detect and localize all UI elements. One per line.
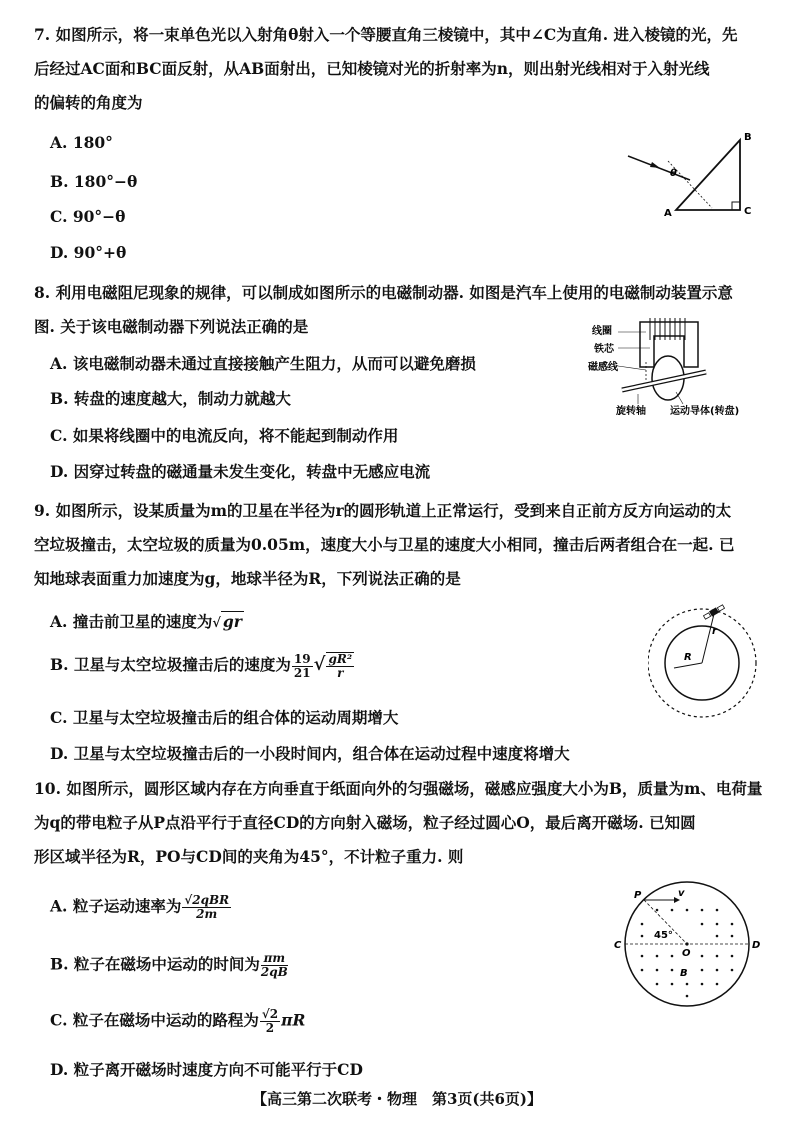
prism-triangle bbox=[676, 140, 740, 210]
frac-den: 2m bbox=[196, 907, 218, 921]
frac-num: √2 bbox=[261, 1007, 279, 1021]
q9-stem-line: 9. 如图所示，设某质量为m的卫星在半径为r的圆形轨道上正常运行，受到来自正前方反方向运动的太 bbox=[34, 501, 732, 520]
frac-den: 2qB bbox=[260, 965, 288, 979]
label-r: r bbox=[712, 626, 717, 637]
satellite-icon bbox=[703, 604, 725, 620]
label-iron-core: 铁芯 bbox=[594, 344, 614, 355]
q7-option-b: B. 180°−θ bbox=[50, 172, 138, 191]
q10-stem-line: 为q的带电粒子从P点沿平行于直径CD的方向射入磁场，粒子经过圆心O，最后离开磁场. 已知圆 bbox=[34, 813, 696, 832]
label-theta: θ bbox=[670, 168, 677, 179]
label-disk: 运动导体(转盘) bbox=[670, 406, 740, 417]
q10-option-c-fraction bbox=[260, 1008, 280, 1035]
label-a: A bbox=[664, 208, 672, 219]
q8-option-a: A. 该电磁制动器未通过直接接触产生阻力，从而可以避免磨损 bbox=[50, 354, 476, 373]
label-P: P bbox=[634, 890, 642, 901]
label-field-lines: 磁感线 bbox=[588, 362, 618, 373]
q7-stem-line: 后经过AC面和BC面反射，从AB面射出，已知棱镜对光的折射率为n，则出射光线相对于入射光线 bbox=[34, 59, 710, 78]
right-angle-mark bbox=[732, 202, 740, 210]
q8-option-c: C. 如果将线圈中的电流反向，将不能起到制动作用 bbox=[50, 426, 399, 445]
radius-r bbox=[702, 614, 714, 663]
q10-option-d: D. 粒子离开磁场时速度方向不可能平行于CD bbox=[50, 1060, 363, 1079]
q7-option-a: A. 180° bbox=[50, 133, 113, 152]
label-45deg: 45° bbox=[654, 930, 673, 941]
label-B: B bbox=[680, 968, 688, 979]
frac-num: 19 bbox=[293, 651, 311, 666]
q10-option-c-suffix: πR bbox=[281, 1010, 306, 1030]
q10-stem-line: 形区域半径为R，PO与CD间的夹角为45°，不计粒子重力. 则 bbox=[34, 847, 464, 866]
label-O: O bbox=[682, 948, 691, 959]
q9-stem-line: 知地球表面重力加速度为g，地球半径为R，下列说法正确的是 bbox=[34, 569, 461, 588]
frac-den: 2 bbox=[265, 1021, 275, 1035]
label-coil: 线圈 bbox=[592, 326, 612, 337]
q9-stem bbox=[34, 494, 774, 596]
q10-option-b bbox=[50, 952, 289, 979]
q7-prism-figure bbox=[620, 128, 760, 220]
q8-brake-figure bbox=[588, 312, 768, 420]
q9-option-b: B. 卫星与太空垃圾撞击后的速度为 $\frac{19}{21}$ √ $\frac{\text{gR²}}{r}$ bbox=[50, 651, 353, 680]
q9-option-c: C. 卫星与太空垃圾撞击后的组合体的运动周期增大 bbox=[50, 708, 399, 727]
label-v: v bbox=[678, 888, 685, 899]
q7-stem bbox=[34, 18, 774, 120]
q9-option-a-sqrt: gr bbox=[222, 612, 242, 631]
ray-arrow bbox=[650, 162, 660, 168]
sqrt-den: r bbox=[337, 666, 344, 680]
page-footer: 【高三第二次联考・物理 第3页(共6页)】 bbox=[251, 1090, 543, 1108]
center-O bbox=[685, 942, 688, 945]
q9-option-b-fraction bbox=[292, 653, 313, 680]
q10-option-b-fraction bbox=[261, 952, 288, 979]
q10-stem bbox=[34, 772, 774, 874]
q9-option-b-text: B. 卫星与太空垃圾撞击后的速度为 bbox=[50, 655, 291, 674]
q7-stem-line: 的偏转的角度为 bbox=[34, 93, 143, 112]
q10-option-a-fraction bbox=[182, 894, 231, 921]
q8-stem-line: 图. 关于该电磁制动器下列说法正确的是 bbox=[34, 317, 309, 336]
label-D: D bbox=[752, 940, 761, 951]
q8-option-b: B. 转盘的速度越大，制动力就越大 bbox=[50, 389, 291, 408]
q7-option-d: D. 90°+θ bbox=[50, 243, 127, 262]
q9-option-d: D. 卫星与太空垃圾撞击后的一小段时间内，组合体在运动过程中速度将增大 bbox=[50, 744, 570, 763]
radius-R bbox=[674, 663, 702, 668]
q10-field-figure bbox=[612, 880, 762, 1008]
label-shaft: 旋转轴 bbox=[616, 406, 646, 417]
label-R: R bbox=[684, 652, 692, 663]
q9-option-a-text: A. 撞击前卫星的速度为 bbox=[50, 612, 213, 631]
q9-option-b-sqrt bbox=[326, 652, 354, 680]
q10-option-a-text: A. 粒子运动速率为 bbox=[50, 896, 182, 916]
frac-num: √2qBR bbox=[184, 893, 230, 907]
frac-num: πm bbox=[261, 952, 288, 966]
frac-den: 21 bbox=[293, 665, 311, 680]
label-c: C bbox=[744, 206, 752, 217]
q10-option-a bbox=[50, 894, 232, 921]
q10-option-c-text: C. 粒子在磁场中运动的路程为 bbox=[50, 1010, 259, 1030]
q7-option-c: C. 90°−θ bbox=[50, 207, 126, 226]
label-C: C bbox=[614, 940, 622, 951]
q8-option-d: D. 因穿过转盘的磁通量未发生变化，转盘中无感应电流 bbox=[50, 462, 431, 481]
q9-orbit-figure bbox=[648, 598, 758, 728]
sqrt-num: gR² bbox=[328, 652, 353, 666]
q10-option-c bbox=[50, 1008, 305, 1035]
q10-option-b-text: B. 粒子在磁场中运动的时间为 bbox=[50, 954, 260, 974]
q9-option-a: A. 撞击前卫星的速度为√ gr bbox=[50, 612, 242, 631]
incident-ray bbox=[628, 156, 690, 180]
q7-stem-line: 7. 如图所示，将一束单色光以入射角θ射入一个等腰直角三棱镜中，其中∠C为直角. 进入棱镜的光，先 bbox=[34, 25, 738, 44]
q10-stem-line: 10. 如图所示，圆形区域内存在方向垂直于纸面向外的匀强磁场，磁感应强度大小为B，质量为m、电荷量 bbox=[34, 779, 763, 798]
q8-stem-line: 8. 利用电磁阻尼现象的规律，可以制成如图所示的电磁制动器. 如图是汽车上使用的电磁制动装置示意 bbox=[34, 283, 733, 302]
q9-stem-line: 空垃圾撞击，太空垃圾的质量为0.05m，速度大小与卫星的速度大小相同，撞击后两者组合在一起. 已 bbox=[34, 535, 735, 554]
label-b: B bbox=[744, 132, 752, 143]
